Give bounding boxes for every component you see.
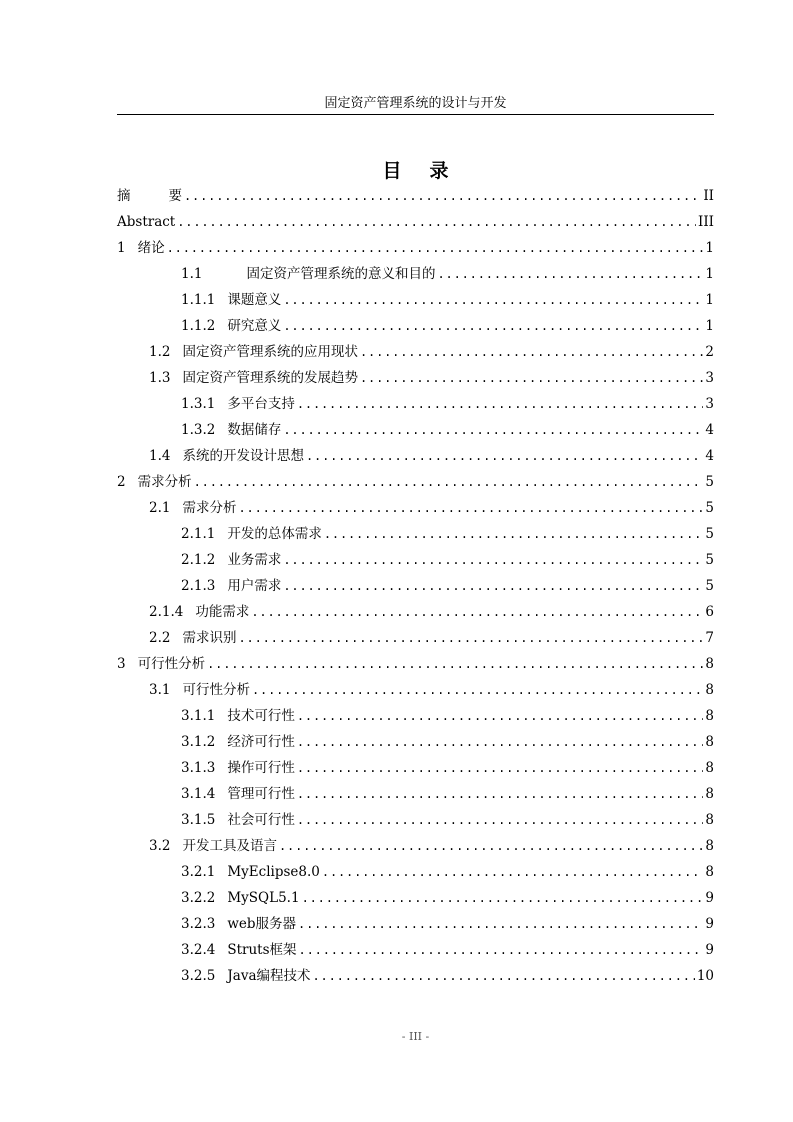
toc-leader-dots (177, 211, 696, 233)
toc-title: 目录 (382, 160, 477, 182)
toc-entry-number: 1.3.2 (181, 422, 216, 438)
toc-entry-title: 技术可行性 (227, 708, 295, 724)
toc-entry-page: 5 (705, 474, 714, 490)
toc-entry-title: 数据储存 (227, 422, 282, 438)
toc-entry-number: 3.2.5 (181, 968, 216, 984)
toc-entry[interactable] (117, 679, 714, 701)
header-rule (117, 114, 714, 115)
toc-entry[interactable] (117, 419, 714, 441)
toc-leader-dots (238, 497, 703, 519)
toc-entry[interactable] (117, 341, 714, 363)
toc-leader-dots (283, 549, 703, 571)
toc-entry-title: Java编程技术 (227, 968, 311, 984)
toc-entry[interactable] (117, 367, 714, 389)
toc-entry-number: 2.1 (149, 500, 171, 516)
toc-leader-dots (299, 939, 704, 961)
toc-entry-number: 3.1.2 (181, 734, 216, 750)
toc-entry-page: 10 (696, 968, 714, 984)
toc-entry-title: 业务需求 (227, 552, 282, 568)
toc-entry-page: 8 (705, 760, 714, 776)
toc-entry-number: 3.2.2 (181, 890, 216, 906)
toc-entry-page: 8 (705, 682, 714, 698)
toc-leader-dots (283, 419, 703, 441)
toc-entry[interactable] (117, 263, 714, 285)
toc-entry-page: 5 (705, 578, 714, 594)
toc-entry-number: 2.2 (149, 630, 171, 646)
toc-entry[interactable] (117, 575, 714, 597)
toc-entry-title: 社会可行性 (227, 812, 295, 828)
toc-entry[interactable] (117, 523, 714, 545)
toc-entry[interactable] (117, 653, 714, 675)
toc-entry-title: 固定资产管理系统的意义和目的 (246, 266, 436, 282)
toc-leader-dots (297, 705, 704, 727)
toc-entry-number: 3.2.1 (181, 864, 216, 880)
toc-leader-dots (437, 263, 703, 285)
toc-entry-title: 课题意义 (227, 292, 282, 308)
toc-entry-title: 要 (168, 188, 182, 204)
toc-entry[interactable] (117, 289, 714, 311)
toc-leader-dots (283, 315, 703, 337)
toc-entry[interactable] (117, 731, 714, 753)
toc-entry-title: 可行性分析 (137, 656, 206, 672)
toc-leader-dots (167, 237, 704, 259)
toc-entry-page: 8 (705, 708, 714, 724)
toc-entry[interactable] (117, 757, 714, 779)
toc-entry-title: web服务器 (227, 916, 297, 932)
toc-leader-dots (252, 679, 703, 701)
toc-entry[interactable] (117, 497, 714, 519)
toc-entry-page: 1 (705, 240, 714, 256)
toc-entry-title: 系统的开发设计思想 (182, 448, 304, 464)
toc-entry[interactable] (117, 913, 714, 935)
toc-entry-title: 可行性分析 (182, 682, 250, 698)
toc-entry[interactable] (117, 185, 714, 207)
toc-entry[interactable] (117, 237, 714, 259)
toc-entry-title: 开发的总体需求 (227, 526, 322, 542)
toc-entry[interactable] (117, 627, 714, 649)
toc-entry-title: MySQL5.1 (227, 890, 300, 906)
toc-entry-number: 2.1.1 (181, 526, 216, 542)
toc-entry-page: III (698, 214, 714, 230)
toc-entry[interactable] (117, 887, 714, 909)
toc-entry-number: 3 (117, 656, 126, 672)
toc-leader-dots (297, 757, 704, 779)
toc-leader-dots (251, 601, 703, 623)
toc-entry-page: 6 (705, 604, 714, 620)
toc-entry[interactable] (117, 835, 714, 857)
toc-entry-page: 4 (705, 422, 714, 438)
toc-entry-page: 1 (705, 292, 714, 308)
toc-entry-number: 3.2 (149, 838, 171, 854)
toc-entry-title: 开发工具及语言 (182, 838, 277, 854)
toc-entry-page: 2 (705, 344, 714, 360)
toc-entry-page: 1 (705, 318, 714, 334)
toc-entry-number: 1.4 (149, 448, 171, 464)
toc-entry-title: 需求识别 (182, 630, 237, 646)
toc-leader-dots (194, 471, 704, 493)
toc-entry-number: 2.1.3 (181, 578, 216, 594)
toc-leader-dots (283, 575, 703, 597)
toc-entry-title: 用户需求 (227, 578, 282, 594)
toc-entry-page: II (703, 188, 714, 204)
toc-leader-dots (297, 783, 704, 805)
toc-entry-number: 3.1.5 (181, 812, 216, 828)
toc-entry-number: 3.1 (149, 682, 171, 698)
toc-entry-page: 9 (705, 916, 714, 932)
toc-leader-dots (360, 341, 703, 363)
toc-entry-title: 管理可行性 (227, 786, 295, 802)
toc-entry-page: 9 (705, 942, 714, 958)
toc-entry[interactable] (117, 549, 714, 571)
toc-leader-dots (238, 627, 703, 649)
toc-entry-number: 2.1.2 (181, 552, 216, 568)
toc-entry-title: Abstract (117, 214, 176, 230)
page-number: - III - (401, 1030, 430, 1043)
toc-leader-dots (184, 185, 701, 207)
toc-entry-page: 5 (705, 500, 714, 516)
toc-entry-number: 3.1.1 (181, 708, 216, 724)
toc-entry-title: 经济可行性 (227, 734, 295, 750)
toc-leader-dots (297, 809, 704, 831)
toc-entry-page: 8 (705, 656, 714, 672)
toc-entry-number: 3.2.3 (181, 916, 216, 932)
toc-entry[interactable] (117, 939, 714, 961)
toc-entry-page: 9 (705, 890, 714, 906)
toc-leader-dots (207, 653, 703, 675)
toc-entry[interactable] (117, 783, 714, 805)
toc-entry-number: 1.3.1 (181, 396, 216, 412)
toc-entry-number: 1.3 (149, 370, 171, 386)
toc-entry-title: 固定资产管理系统的发展趋势 (182, 370, 358, 386)
toc-entry-number: 2 (117, 474, 126, 490)
toc-entry[interactable] (117, 601, 714, 623)
toc-leader-dots (313, 965, 695, 987)
toc-entry[interactable] (117, 809, 714, 831)
toc-entry[interactable] (117, 445, 714, 467)
toc-leader-dots (360, 367, 703, 389)
toc-entry-title: 需求分析 (182, 500, 237, 516)
toc-entry-title: 功能需求 (195, 604, 250, 620)
toc-entry-page: 5 (705, 552, 714, 568)
toc-entry-page: 8 (705, 864, 714, 880)
toc-entry-number: 1 (117, 240, 126, 256)
toc-entry-title: 操作可行性 (227, 760, 295, 776)
toc-entry-title: 研究意义 (227, 318, 282, 334)
toc-entry-page: 5 (705, 526, 714, 542)
toc-entry-title: 需求分析 (137, 474, 192, 490)
toc-entry[interactable] (117, 315, 714, 337)
toc-entry[interactable] (117, 861, 714, 883)
toc-entry-page: 1 (705, 266, 714, 282)
toc-entry-number: 1.1 (181, 266, 203, 282)
toc-leader-dots (302, 887, 704, 909)
toc-entry-page: 3 (705, 396, 714, 412)
toc-leader-dots (306, 445, 703, 467)
toc-entry-title: 多平台支持 (227, 396, 295, 412)
toc-leader-dots (297, 731, 704, 753)
toc-entry[interactable] (117, 471, 714, 493)
toc-leader-dots (279, 835, 703, 857)
toc-entry-number: 2.1.4 (149, 604, 184, 620)
toc-leader-dots (283, 289, 703, 311)
toc-entry-number: 1.2 (149, 344, 171, 360)
toc-entry-number: 1.1.2 (181, 318, 216, 334)
toc-entry-number: 摘 (117, 188, 131, 204)
toc-entry-page: 8 (705, 734, 714, 750)
toc-entry-page: 3 (705, 370, 714, 386)
toc-entry-title: 绪论 (137, 240, 165, 256)
toc-entry-page: 8 (705, 838, 714, 854)
toc-entry-number: 3.1.4 (181, 786, 216, 802)
toc-entry-number: 3.2.4 (181, 942, 216, 958)
toc-entry-title: Struts框架 (227, 942, 297, 958)
toc-entry-page: 8 (705, 786, 714, 802)
toc-entry[interactable] (117, 705, 714, 727)
toc-leader-dots (297, 393, 704, 415)
toc-leader-dots (322, 861, 704, 883)
toc-entry[interactable] (117, 393, 714, 415)
toc-entry-page: 7 (705, 630, 714, 646)
toc-entry-page: 8 (705, 812, 714, 828)
toc-entry[interactable] (117, 211, 714, 233)
toc-entry-number: 1.1.1 (181, 292, 216, 308)
toc-entry[interactable] (117, 965, 714, 987)
page-header: 固定资产管理系统的设计与开发 (324, 96, 507, 111)
toc-leader-dots (298, 913, 703, 935)
toc-entry-title: MyEclipse8.0 (227, 864, 320, 880)
toc-leader-dots (324, 523, 704, 545)
toc-entry-page: 4 (705, 448, 714, 464)
toc-entry-title: 固定资产管理系统的应用现状 (182, 344, 358, 360)
toc-entry-number: 3.1.3 (181, 760, 216, 776)
